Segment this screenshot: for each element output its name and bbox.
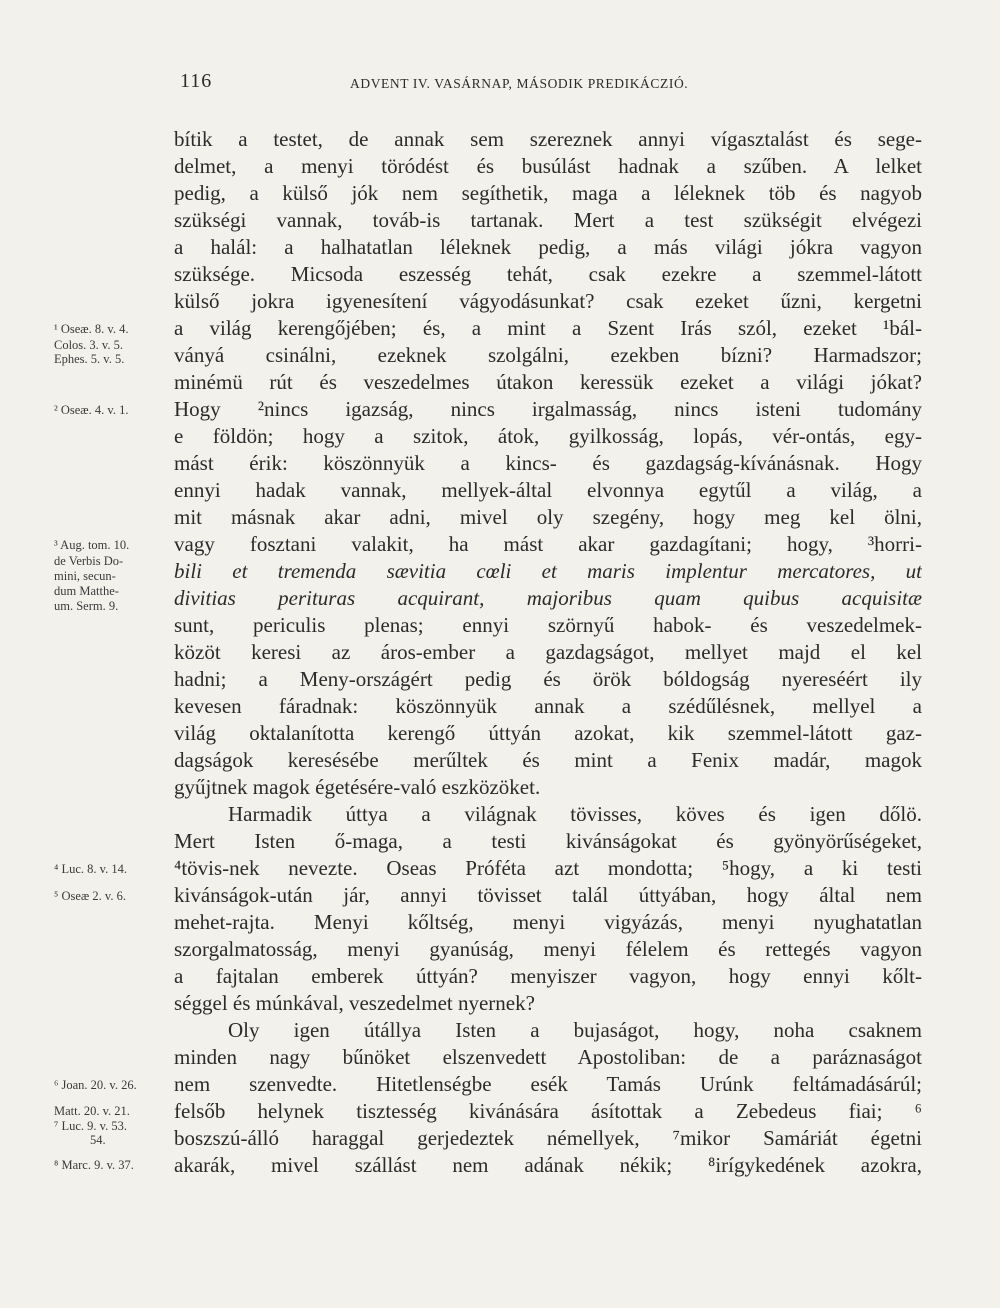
text-line: ⁴tövis-nek nevezte. Oseas Próféta azt mondotta; ⁵hogy, a ki testi [174,856,922,880]
text-line: sunt, periculis plenas; ennyi szörnyű habok- és veszedelmek- [174,613,922,637]
text-line: e földön; hogy a szitok, átok, gyilkosság, lopás, vér-ontás, egy- [174,424,922,448]
text-line: divitias perituras acquirant, majoribus quam quibus acquisitæ [174,586,922,610]
text-line: séggel és múnkával, veszedelmet nyernek? [174,991,535,1015]
page-number: 116 [180,70,213,92]
margin-note: ³ Aug. tom. 10. [54,538,130,552]
text-line: mást érik: köszönnyük a kincs- és gazdagság-kívánásnak. Hogy [174,451,922,475]
margin-note: ⁴ Luc. 8. v. 14. [54,862,127,876]
text-line: Oly igen útállya Isten a bujaságot, hogy, noha csaknem [228,1018,922,1042]
text-line: bítik a testet, de annak sem szereznek annyi vígasztalást és sege- [174,127,922,151]
text-line: akarák, mivel szállást nem adának nékik; ⁸irígykedének azokra, [174,1153,922,1177]
margin-note: um. Serm. 9. [54,599,119,613]
margin-note: de Verbis Do- [54,554,124,568]
text-line: Hogy ²nincs igazság, nincs irgalmasság, nincs isteni tudomány [174,397,922,421]
text-line: bili et tremenda sævitia cœli et maris implentur mercatores, ut [174,559,922,583]
text-line: kevesen fáradnak: köszönnyük annak a szédűlésnek, mellyel a [174,694,922,718]
margin-note: ⁷ Luc. 9. v. 53. [54,1119,127,1133]
text-line: szorgalmatosság, menyi gyanúság, menyi félelem és rettegés vagyon [174,937,922,961]
margin-note: Matt. 20. v. 21. [54,1104,130,1118]
text-line: szüksége. Micsoda eszesség tehát, csak ezekre a szemmel-látott [174,262,922,286]
margin-note: ⁸ Marc. 9. v. 37. [54,1158,134,1172]
text-line: közöt keresi az áros-ember a gazdagságot, mellyet majd el kel [174,640,922,664]
text-line: mit másnak akar adni, mivel oly szegény, hogy meg kel ölni, [174,505,922,529]
text-line: mehet-rajta. Menyi kőltség, menyi vigyázás, menyi nyughatatlan [174,910,922,934]
text-line: felsőb helynek tisztesség kivánására ásítottak a Zebedeus fiai; ⁶ [174,1099,922,1123]
text-line: a világ kerengőjében; és, a mint a Szent Irás szól, ezeket ¹bál- [174,316,922,340]
text-line: világ oktalanította kerengő úttyán azokat, kik szemmel-látott gaz- [174,721,922,745]
margin-note: ⁶ Joan. 20. v. 26. [54,1078,137,1092]
text-line: gyűjtnek magok égetésére-való eszközöket. [174,775,541,799]
text-line: minden nagy bűnöket elszenvedett Apostoliban: de a paráznaságot [174,1045,922,1069]
margin-notes [0,0,175,1308]
text-line: Harmadik úttya a világnak tövisses, köves és igen dőlö. [228,802,922,826]
text-line: külső jokra igyenesítení vágyodásunkat? csak ezeket űzni, kergetni [174,289,922,313]
text-line: dagságok keresésébe merűltek és mint a Fenix madár, magok [174,748,922,772]
text-line: pedig, a külső jók nem segíthetik, maga a léleknek töb és nagyob [174,181,922,205]
margin-note: ⁵ Oseæ 2. v. 6. [54,889,126,903]
margin-note: Ephes. 5. v. 5. [54,352,125,366]
text-line: ványá csinálni, ezeknek szolgálni, ezekben bízni? Harmadszor; [174,343,922,367]
text-line: vagy fosztani valakit, ha mást akar gazdagítani; hogy, ³horri- [174,532,922,556]
text-line: szükségi vannak, továb-is tartanak. Mert a test szükségit elvégezi [174,208,922,232]
text-line: boszszú-álló haraggal gerjedeztek némellyek, ⁷mikor Samáriát égetni [174,1126,922,1150]
margin-note: 54. [90,1133,106,1147]
margin-note: dum Matthe- [54,584,119,598]
margin-note: ¹ Oseæ. 8. v. 4. [54,322,129,336]
text-line: a halál: a halhatatlan léleknek pedig, a más világi jókra vagyon [174,235,922,259]
text-line: hadni; a Meny-országért pedig és örök bóldogság nyereséért ily [174,667,922,691]
margin-note: mini, secun- [54,569,116,583]
margin-note: ² Oseæ. 4. v. 1. [54,403,129,417]
text-line: a fajtalan emberek úttyán? menyiszer vagyon, hogy ennyi kőlt- [174,964,922,988]
text-line: Mert Isten ő-maga, a testi kivánságokat és gyönyörűségeket, [174,829,922,853]
text-line: kivánságok-után jár, annyi tövisset talál úttyában, hogy által nem [174,883,922,907]
text-line: minémü rút és veszedelmes útakon keressük ezeket a világi jókat? [174,370,922,394]
running-head: ADVENT IV. VASÁRNAP, MÁSODIK PREDIKÁCZIÓ. [350,76,689,91]
text-line: delmet, a menyi töródést és busúlást hadnak a szűben. A lelket [174,154,922,178]
margin-note: Colos. 3. v. 5. [54,338,123,352]
text-line: nem szenvedte. Hitetlenségbe esék Tamás Urúnk feltámadásárúl; [174,1072,922,1096]
text-line: ennyi hadak vannak, mellyek-által elvonnya egytűl a világ, a [174,478,922,502]
